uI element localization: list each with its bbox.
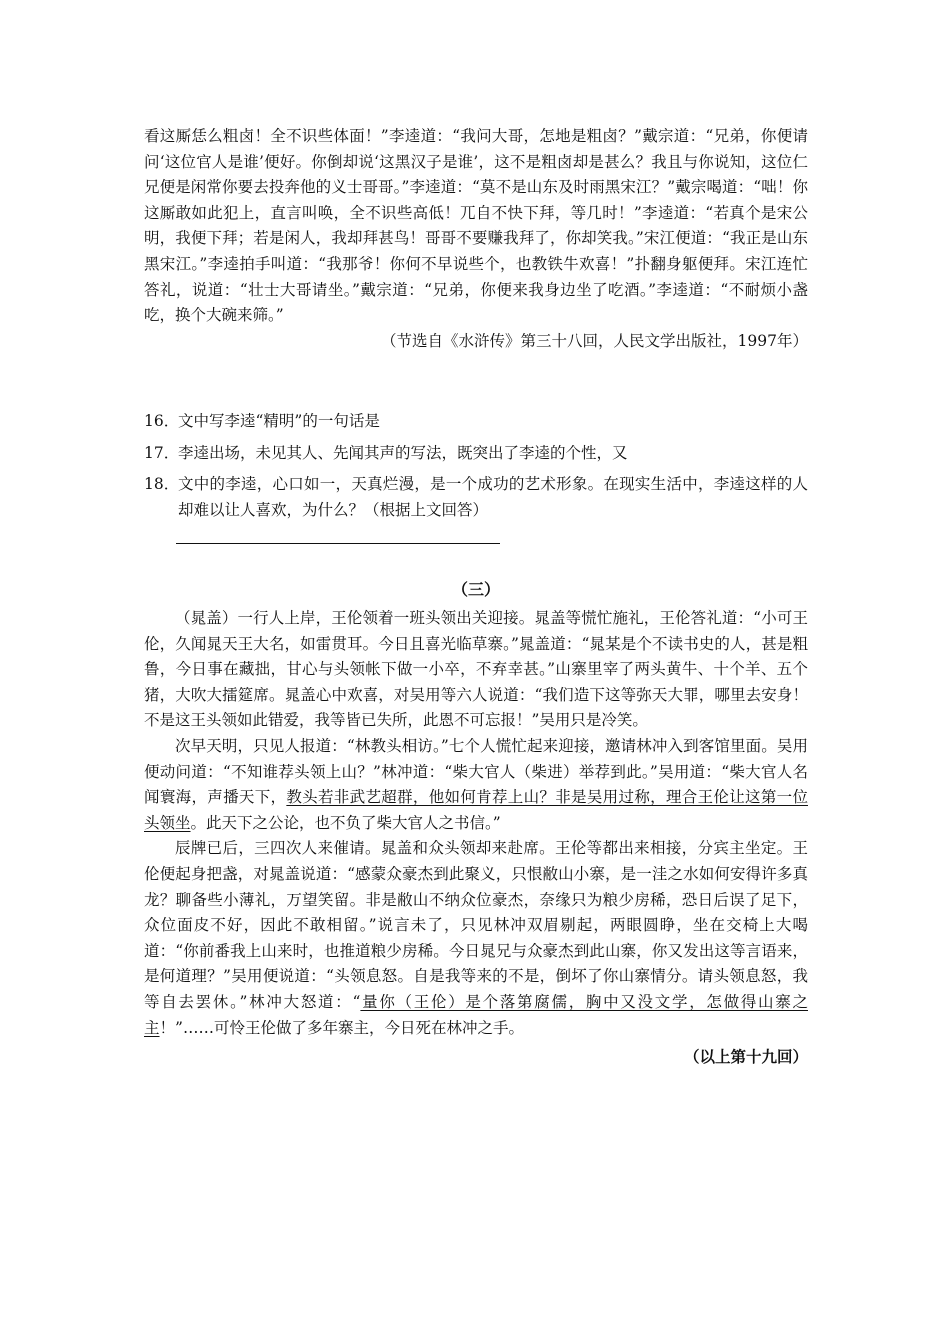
- excerpt-part-two: [144, 124, 808, 354]
- question-text: 李逵出场，未见其人、先闻其声的写法，既突出了李逵的个性，又: [178, 443, 628, 462]
- paragraph-2: [144, 734, 808, 836]
- paragraph-3-text-b: ！”……可怜王伦做了多年寨主，今日死在林冲之手。: [159, 1018, 524, 1037]
- question-16: [144, 409, 808, 435]
- question-text: 文中的李逵，心口如一，天真烂漫，是一个成功的艺术形象。在现实生活中，李逵这样的人却难以让人喜欢，为什么？（根据上文回答）: [178, 475, 808, 519]
- paragraph-1: （晁盖）一行人上岸，王伦领着一班头领出关迎接。晁盖等慌忙施礼，王伦答礼道：“小可王伦，久闻晁天王大名，如雷贯耳。今日且喜光临草寨。”晁盖道：“晁某是个不读书史的人，甚是粗鲁，今日事在藏拙，甘心与头领帐下做一小卒，不弃幸甚。”山寨里宰了两头黄牛、十个羊、五个猪，大吹大擂筵席。晁盖心中欢喜，对吴用等六人说道：“我们造下这等弥天大罪，哪里去安身！不是这王头领如此错爱，我等皆已失所，此恩不可忘报！”吴用只是冷笑。: [144, 609, 808, 730]
- dialogue-paragraph: 看这厮恁么粗卤！全不识些体面！”李逵道：“我问大哥，怎地是粗卤？”戴宗道：“兄弟，你便请问‘这位官人是谁’便好。你倒却说‘这黑汉子是谁’，这不是粗卤却是甚么？我且与你说知，这位仁兄便是闲常你要去投奔他的义士哥哥。”李逵道：“莫不是山东及时雨黑宋江？”戴宗喝道：“咄！你这厮敢如此犯上，直言叫唤，全不识些高低！兀自不快下拜，等几时！”李逵道：“若真个是宋公明，我便下拜；若是闲人，我却拜甚鸟！哥哥不要赚我拜了，你却笑我。”宋江便道：“我正是山东黑宋江。”李逵拍手叫道：“我那爷！你何不早说些个，也教铁牛欢喜！”扑翻身躯便拜。宋江连忙答礼，说道：“壮士大哥请坐。”戴宗道：“兄弟，你便来我身边坐了吃酒。”李逵道：“不耐烦小盏吃，换个大碗来筛。”: [144, 127, 808, 325]
- question-number: 18．: [144, 475, 180, 494]
- questions-list: [144, 409, 808, 523]
- excerpt-part-three: [144, 606, 808, 1070]
- paragraph-3: [144, 836, 808, 1041]
- question-text: 文中写李逵“精明”的一句话是: [178, 412, 380, 430]
- answer-blank-line: [176, 543, 500, 544]
- underlined-sentence: 量你（王伦）是个落第腐儒，胸中又没文学，怎做得山寨之主: [144, 992, 808, 1037]
- paragraph-2-text-b: 。此天下之公论，也不负了柴大官人之书信。”: [190, 813, 501, 832]
- section-title: （三）: [451, 580, 500, 599]
- question-number: 16．: [144, 412, 180, 430]
- paragraph-3-text-a: 辰牌已后，三四次人来催请。晁盖和众头领却来赴席。王伦等都出来相接，分宾主坐定。王伦便起身把盏，对晁盖说道：“感蒙众豪杰到此聚义，只恨敝山小寨，是一洼之水如何安得许多真龙？聊备些小薄礼，万望笑留。非是敝山不纳众位豪杰，奈缘只为粮少房稀，恐日后误了足下，众位面皮不好，因此不敢相留。”说言未了，只见林冲双眉剔起，两眼圆睁，坐在交椅上大喝道：“你前番我上山来时，也推道粮少房稀。今日晁兄与众豪杰到此山寨，你又发出这等言语来，是何道理？”吴用便说道：“头领息怒。自是我等来的不是，倒坏了你山寨情分。请头领息怒，我等自去罢休。”林冲大怒道：“: [144, 839, 808, 1011]
- source-citation: （节选自《水浒传》第三十八回，人民文学出版社，1997年）: [381, 331, 808, 350]
- source-citation: （以上第十九回）: [683, 1047, 808, 1067]
- question-18: [144, 472, 808, 523]
- underlined-sentence: 教头若非武艺超群，他如何肯荐上山？非是吴用过称，理合王伦让这第一位头领坐: [144, 788, 808, 832]
- question-17: [144, 441, 808, 467]
- question-number: 17．: [144, 443, 180, 462]
- paragraph-2-text-a: 次早天明，只见人报道：“林教头相访。”七个人慌忙起来迎接，邀请林冲入到客馆里面。吴用便动问道：“不知谁荐头领上山？”林冲道：“柴大官人（柴进）举荐到此。”吴用道：“柴大官人名闻寰海，声播天下，: [144, 736, 808, 807]
